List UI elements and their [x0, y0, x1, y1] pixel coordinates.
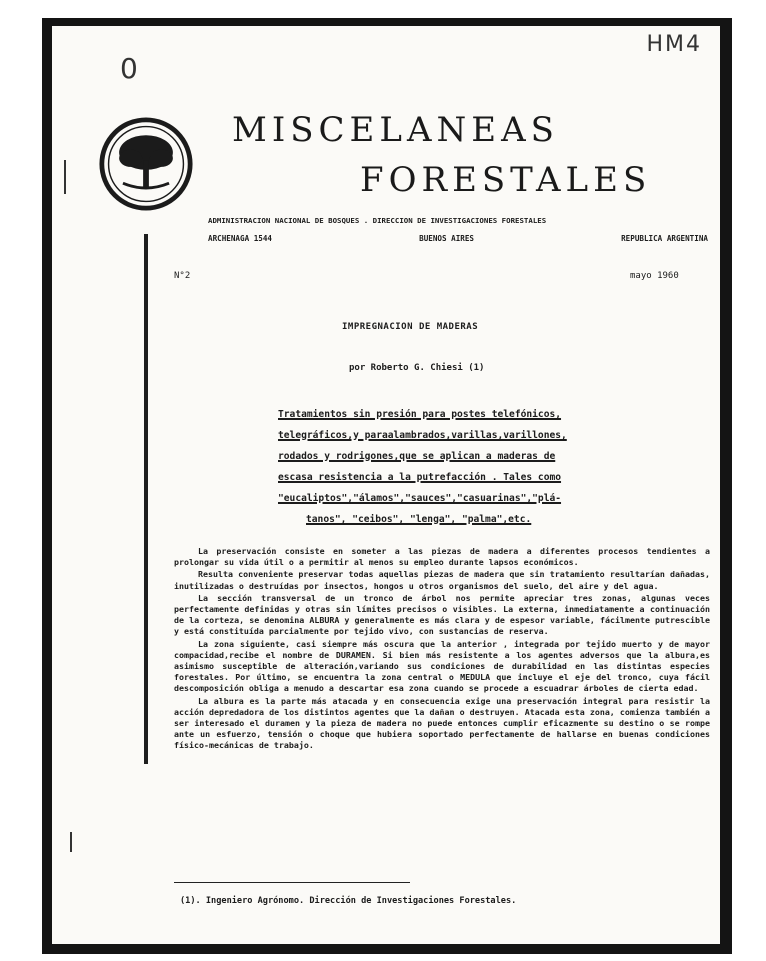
subtitle-line: "eucaliptos","álamos","sauces","casuarinas","plá-: [278, 493, 562, 504]
article-author: por Roberto G. Chiesi (1): [349, 363, 485, 373]
document-page: [52, 26, 720, 944]
location-line: [208, 234, 708, 243]
masthead-title-line1: MISCELANEAS: [232, 110, 559, 150]
article-body: [174, 546, 710, 753]
subtitle-line: telegráficos,y paraalambrados,varillas,varillones,: [278, 430, 567, 441]
margin-mark: [64, 160, 66, 194]
handwritten-code: HM4: [646, 32, 702, 57]
paragraph: La albura es la parte más atacada y en consecuencia exige una preservación integral para resistir la acción depredadora de los distintos agentes que la dañan o destruyen. Atacada esta zona, comienza también a ser interesado el duramen y la pieza de madera no puede entonces cumplir eficazmente su destino o se rompe ante un esfuerzo, tensión o choque que hubiera soportado perfectamente de hallarse en buenas condiciones físico-mecánicas de trabajo.: [174, 695, 710, 751]
article-title: IMPREGNACION DE MADERAS: [342, 322, 479, 332]
masthead-title-line2: FORESTALES: [360, 160, 652, 200]
article-subtitle: [278, 404, 628, 530]
paragraph: La preservación consiste en someter a las piezas de madera a diferentes procesos tendientes a prolongar su vida útil o a permitir al menos su empleo durante lapsos económicos.: [174, 546, 710, 568]
address: ARCHENAGA 1544: [208, 234, 273, 243]
subtitle-line: Tratamientos sin presión para postes telefónicos,: [278, 409, 562, 420]
subtitle-line: tanos", "ceibos", "lenga", "palma",etc.: [306, 514, 532, 525]
paragraph: Resulta conveniente preservar todas aquellas piezas de madera que sin tratamiento resultarían dañadas, inutilizadas o destruídas por insectos, hongos u otros organismos del suelo, del aire y del agua.: [174, 569, 710, 591]
paragraph: La sección transversal de un tronco de árbol nos permite apreciar tres zonas, algunas veces perfectamente definidas y otras sin límites precisos o visibles. La externa, inmediatamente a continuación de la corteza, se denomina ALBURA y generalmente es más clara y de espesor variable, fácilmente putrescible y está constituída parcialmente por tejido vivo, con sustancias de reserva.: [174, 592, 710, 637]
issue-date: mayo 1960: [630, 271, 679, 281]
handwritten-mark: 0: [120, 52, 138, 85]
paragraph: La zona siguiente, casi siempre más oscura que la anterior , integrada por tejido muerto y de mayor compacidad,recibe el nombre de DURAMEN. Si bien más resistente a los agentes adversos que la albura,es asimismo susceptible de alteración,variando sus condiciones de durabilidad en las distintas especies forestales. Por último, se encuentra la zona central o MEDULA que incluye el eje del tronco, cuya fácil descomposición obliga a menudo a descartar esa zona cuando se procede a escuadrar árboles de cierta edad.: [174, 638, 710, 694]
city: BUENOS AIRES: [419, 234, 474, 243]
footnote: (1). Ingeniero Agrónomo. Dirección de Investigaciones Forestales.: [180, 896, 517, 906]
footnote-rule: [174, 882, 410, 883]
tree-logo-icon: [98, 116, 194, 212]
margin-rule: [144, 234, 148, 764]
agency-line: ADMINISTRACION NACIONAL DE BOSQUES . DIRECCION DE INVESTIGACIONES FORESTALES: [208, 216, 547, 225]
margin-mark: [70, 832, 72, 852]
subtitle-line: escasa resistencia a la putrefacción . Tales como: [278, 472, 562, 483]
country: REPUBLICA ARGENTINA: [621, 234, 708, 243]
issue-number: N°2: [174, 271, 191, 281]
subtitle-line: rodados y rodrigones,que se aplican a maderas de: [278, 451, 556, 462]
